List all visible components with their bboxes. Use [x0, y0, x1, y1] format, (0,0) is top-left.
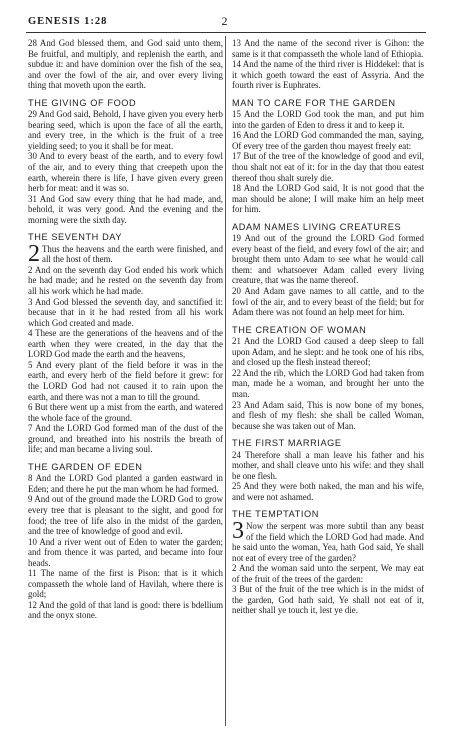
section-heading: MAN TO CARE FOR THE GARDEN: [232, 97, 396, 108]
verse: 9 And out of the ground made the LORD God to grow every tree that is pleasant to the sight, and good for food; the tree of life also in the midst of the garden, and the tree of knowledge of good and evil.: [28, 494, 223, 537]
verse: 25 And they were both naked, the man and his wife, and were not ashamed.: [232, 481, 424, 502]
chapter-number: 3: [232, 517, 244, 544]
chapter-opening-verse: [28, 240, 223, 267]
running-head: GENESIS 1:28: [28, 16, 108, 27]
verse: 23 And Adam said, This is now bone of my bones, and flesh of my flesh: she shall be called Woman, because she was taken out of Man.: [232, 399, 424, 431]
left-column: [28, 38, 223, 621]
section-heading: THE TEMPTATION: [232, 509, 320, 520]
verse: 21 And the LORD God caused a deep sleep to fall upon Adam, and he slept: and he took one of his ribs, and closed up the flesh instead thereof;: [232, 336, 424, 368]
verse: 6 But there went up a mist from the earth, and watered the whole face of the ground.: [28, 402, 223, 423]
column-divider: [225, 36, 226, 726]
section-heading: ADAM NAMES LIVING CREATURES: [232, 221, 402, 232]
section-heading: THE GARDEN OF EDEN: [28, 461, 143, 472]
verse: 8 And the LORD God planted a garden eastward in Eden; and there he put the man whom he had formed.: [28, 473, 223, 494]
section-heading: THE CREATION OF WOMAN: [232, 324, 367, 335]
verse: 19 And out of the ground the LORD God formed every beast of the field, and every fowl of the air; and brought them unto Adam to see what he would call them: and whatsoever Adam called every living creature, that was the name thereof.: [232, 233, 424, 286]
verse: 3 But of the fruit of the tree which is in the midst of the garden, God hath said, Ye shall not eat of it, neither shall ye touch it, lest ye die.: [232, 584, 424, 616]
section-heading: THE FIRST MARRIAGE: [232, 438, 342, 449]
verse: 4 These are the generations of the heavens and of the earth when they were created, in the day that the LORD God made the earth and the heavens,: [28, 328, 223, 360]
verse: 7 And the LORD God formed man of the dust of the ground, and breathed into his nostrils the breath of life; and man became a living soul.: [28, 423, 223, 455]
verse: 30 And to every beast of the earth, and to every fowl of the air, and to every thing that creepeth upon the earth, wherein there is life, I have given every green herb for meat: and it was so.: [28, 151, 223, 194]
verse: 14 And the name of the third river is Hiddekel: that is it which goeth toward the east of Assyria. And the fourth river is Euphrates.: [232, 59, 424, 91]
page-number: 2: [221, 14, 228, 28]
verse: 24 Therefore shall a man leave his father and his mother, and shall cleave unto his wife: and they shall be one flesh.: [232, 449, 424, 481]
verse: 16 And the LORD God commanded the man, saying, Of every tree of the garden thou mayest freely eat:: [232, 130, 424, 151]
verse: 2 And on the seventh day God ended his work which he had made; and he rested on the seventh day from all his work which he had made.: [28, 264, 223, 297]
verse: 10 And a river went out of Eden to water the garden; and from thence it was parted, and became into four heads.: [28, 536, 223, 568]
header-rule: [26, 32, 426, 33]
verse: 12 And the gold of that land is good: there is bdellium and the onyx stone.: [28, 599, 223, 621]
verse: 2 And the woman said unto the serpent, We may eat of the fruit of the trees of the garden:: [232, 563, 424, 584]
verse: 20 And Adam gave names to all cattle, and to the fowl of the air, and to every beast of the field; but for Adam there was not found an help meet for him.: [232, 286, 424, 318]
verse: 3 And God blessed the seventh day, and sanctified it: because that in it he had rested from all his work which God created and made.: [28, 296, 223, 328]
verse-text: Thus the heavens and the earth were finished, and all the host of them.: [42, 243, 223, 265]
verse: 29 And God said, Behold, I have given you every herb bearing seed, which is upon the face of all the earth, and every tree, in the which is the fruit of a tree yielding seed; to you it shall be for meat.: [28, 109, 223, 151]
verse-text: Now the serpent was more subtil than any beast of the field which the LORD God had made. And he said unto the woman, Yea, hath God said, Ye shall not eat of every tree of the garden?: [232, 520, 424, 563]
chapter-opening-verse: [232, 517, 424, 563]
verse: 15 And the LORD God took the man, and put him into the garden of Eden to dress it and to keep it.: [232, 109, 424, 130]
verse: 28 And God blessed them, and God said unto them, Be fruitful, and multiply, and replenish the earth, and subdue it: and have dominion over the fish of the sea, and over the fowl of the air, and over every living thing that moveth upon the earth.: [28, 38, 223, 91]
right-column: [232, 38, 424, 616]
section-heading: THE SEVENTH DAY: [28, 232, 123, 243]
verse: 17 But of the tree of the knowledge of good and evil, thou shalt not eat of it: for in the day that thou eatest thereof thou shalt surely die.: [232, 151, 424, 183]
verse: 13 And the name of the second river is Gihon: the same is it that compasseth the whole land of Ethiopia.: [232, 38, 424, 59]
verse: 11 The name of the first is Pison: that is it which compasseth the whole land of Havilah, where there is gold;: [28, 568, 223, 600]
chapter-number: 2: [28, 240, 40, 267]
section-heading: THE GIVING OF FOOD: [28, 97, 137, 108]
verse: 22 And the rib, which the LORD God had taken from man, made he a woman, and brought her unto the man.: [232, 367, 424, 399]
verse: 5 And every plant of the field before it was in the earth, and every herb of the field before it grew: for the LORD God had not caused it to rain upon the earth, and there was not a man to till the ground.: [28, 359, 223, 402]
verse: 18 And the LORD God said, It is not good that the man should be alone; I will make him an help meet for him.: [232, 183, 424, 215]
verse: 31 And God saw every thing that he had made, and, behold, it was very good. And the evening and the morning were the sixth day.: [28, 193, 223, 225]
